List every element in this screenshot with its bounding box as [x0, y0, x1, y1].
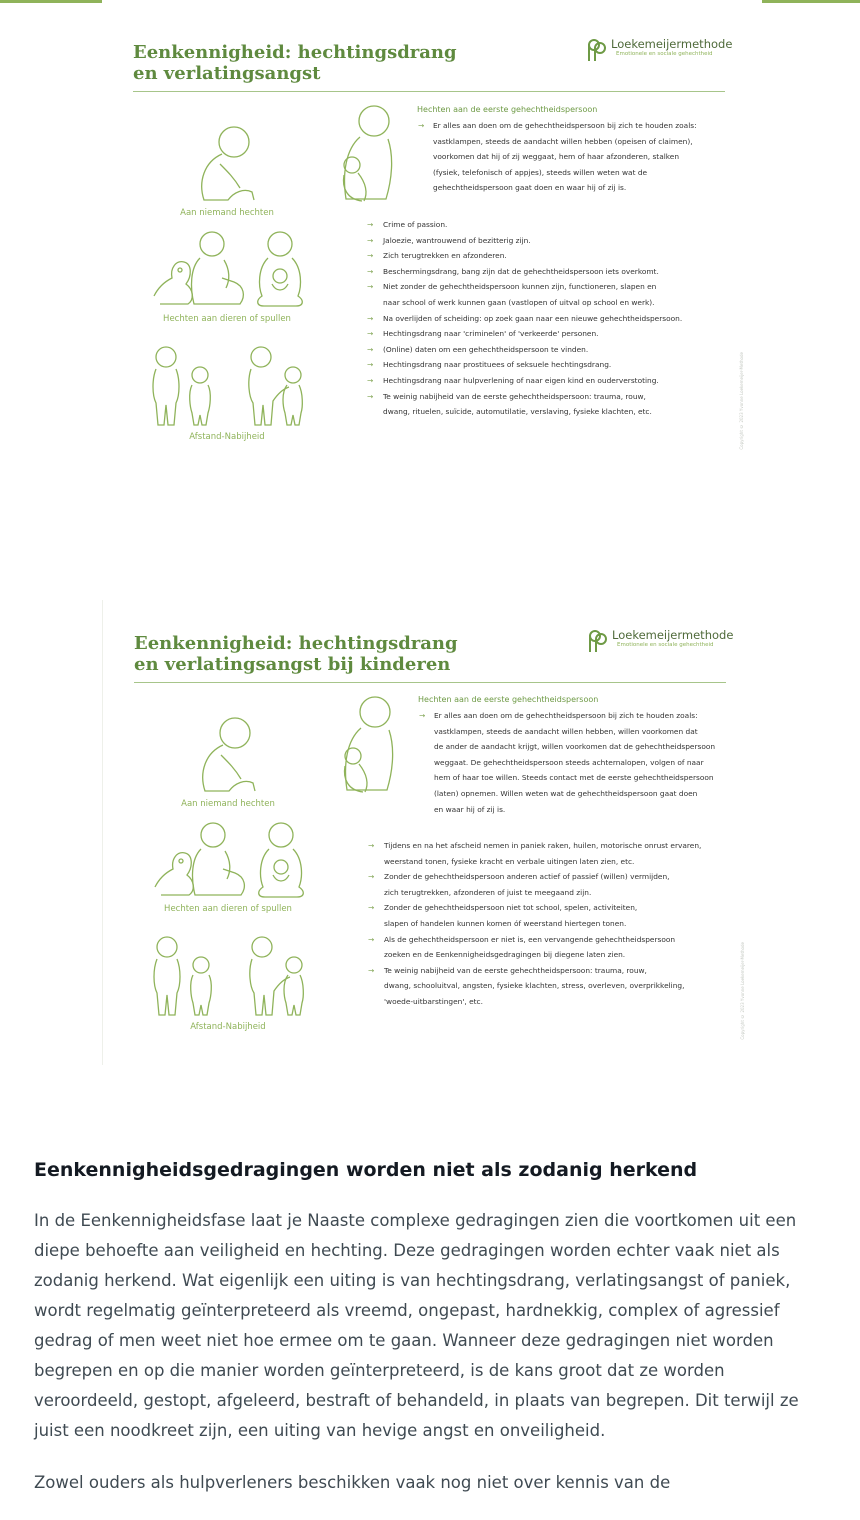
arrow-icon: → — [368, 872, 375, 882]
arrow-icon: → — [367, 251, 374, 261]
paragraph: In de Eenkennigheidsfase laat je Naaste complexe gedragingen zien die voortkomen uit een diepe behoefte aan veiligheid en hechting. Deze gedragingen worden echter vaak niet als zodanig herkend. Wat eigenlijk een uiting is van hechtingsdrang, verlatingsangst of paniek, wordt regelmatig geïnterpreteerd als vreemd, ongepast, hardnekkig, complex of agressief gedrag of men weet niet hoe ermee om te gaan. Wanneer deze gedragingen niet worden begrepen en op die manier worden geïnterpreteerd, is de kans groot dat ze worden veroordeeld, gestopt, afgeleerd, bestraft of behandeld, in plaats van begrepen. Dit terwijl ze juist een noodkreet zijn, een uiting van hevige angst en onveiligheid. — [34, 1211, 799, 1440]
person-holding-child-icon — [339, 694, 399, 794]
arrow-icon: → — [367, 360, 374, 370]
figure-label-objects: Hechten aan dieren of spullen — [163, 314, 291, 324]
adult-with-child-icon — [247, 345, 307, 427]
list-item: → Na overlijden of scheiding: op zoek gaan naar een nieuwe gehechtheidspersoon. — [367, 311, 682, 327]
list-item: → Zich terugtrekken en afzonderen. — [367, 248, 682, 264]
arrow-icon: → — [418, 121, 425, 130]
arrow-icon: → — [368, 965, 375, 975]
arrow-icon: → — [367, 266, 374, 276]
figure-label-no-attachment: Aan niemand hechten — [180, 208, 274, 218]
logo-mark-icon — [587, 630, 609, 654]
adult-with-child-icon — [248, 935, 308, 1017]
figure-label-distance-proximity: Afstand-Nabijheid — [189, 432, 265, 442]
family-group-icon — [151, 935, 221, 1017]
title-divider — [134, 682, 726, 683]
figure-label-distance-proximity: Afstand-Nabijheid — [190, 1022, 266, 1032]
sheet-1-behaviour-list — [367, 217, 682, 420]
article-body — [34, 1156, 824, 1520]
list-item: → Tijdens en na het afscheid nemen in paniek raken, huilen, motorische onrust ervaren, weerstand tonen, fysieke kracht en verbale uitingen laten zien, etc. — [368, 838, 701, 869]
person-hugging-item-icon — [252, 230, 307, 308]
section-heading: Eenkennigheidsgedragingen worden niet als zodanig herkend — [34, 1159, 698, 1181]
person-with-dog-icon — [150, 230, 260, 308]
logo-brand: Loekemeijermethode — [612, 628, 734, 642]
person-with-dog-icon — [151, 821, 261, 899]
infographic-sheet-1 — [102, 0, 762, 470]
figure-label-no-attachment: Aan niemand hechten — [181, 799, 275, 809]
arrow-icon: → — [367, 344, 374, 354]
sheet-1-subheading: Hechten aan de eerste gehechtheidspersoon — [417, 105, 598, 114]
sheet-2-copyright: Copyright © 2023 Yvonne Loekemeijer-Methode — [740, 942, 745, 1040]
arrow-icon: → — [368, 903, 375, 913]
infographic-sheet-2 — [102, 600, 763, 1065]
list-item: → Crime of passion. — [367, 217, 682, 233]
arrow-icon: → — [367, 329, 374, 339]
logo-tagline: Emotionele en sociale gehechtheid — [616, 51, 713, 57]
logo — [586, 37, 736, 65]
list-item: → Hechtingsdrang naar prostituees of seksuele hechtingsdrang. — [367, 357, 682, 373]
person-holding-child-icon — [338, 103, 398, 203]
sheet-1-copyright: Copyright © 2023 Yvonne Loekemeijer-Methode — [739, 352, 744, 450]
logo-tagline: Emotionele en sociale gehechtheid — [617, 642, 714, 648]
list-item: → Te weinig nabijheid van de eerste gehechtheidspersoon: trauma, rouw, dwang, schooluitval, angsten, fysieke klachten, stress, overleven, overprikkeling, 'woede-uitbarstingen', etc. — [368, 963, 701, 1010]
list-item: → Niet zonder de gehechtheidspersoon kunnen zijn, functioneren, slapen en naar school of werk kunnen gaan (vastlopen of uitval op school en werk). — [367, 279, 682, 310]
list-item: → Jaloezie, wantrouwend of bezitterig zijn. — [367, 233, 682, 249]
list-item: → Zonder de gehechtheidspersoon anderen actief of passief (willen) vermijden, zich terugtrekken, afzonderen of juist te meegaand zijn. — [368, 869, 701, 900]
list-item: → Als de gehechtheidspersoon er niet is, een vervangende gehechtheidspersoon zoeken en de Eenkennigheidsgedragingen bij diegene laten zien. — [368, 932, 701, 963]
sheet-2-sub-item: → Er alles aan doen om de gehechtheidspersoon bij zich te houden zoals: vastklampen, steeds de aandacht willen hebben, willen voorkomen dat de ander de aandacht krijgt, willen voorkomen dat de gehechtheidspersoon weggaat. De gehechtheidspersoon steeds achternalopen, volgen of naar hem of haar toe willen. Steeds contact met de eerste gehechtheidspersoon (laten) opnemen. Willen weten wat de gehechtheidspersoon gaat doen en waar hij of zij is. — [434, 708, 724, 817]
list-item: → (Online) daten om een gehechtheidspersoon te vinden. — [367, 342, 682, 358]
list-item: → Zonder de gehechtheidspersoon niet tot school, spelen, activiteiten, slapen of handelen kunnen komen óf weerstand hiertegen tonen. — [368, 900, 701, 931]
figure-label-objects: Hechten aan dieren of spullen — [164, 904, 292, 914]
arrow-icon: → — [367, 375, 374, 385]
arrow-icon: → — [367, 282, 374, 292]
sheet-2-behaviour-list — [368, 838, 701, 1010]
list-item: → Te weinig nabijheid van de eerste gehechtheidspersoon: trauma, rouw, dwang, rituelen, suïcide, automutilatie, verslaving, fysieke klachten, etc. — [367, 389, 682, 420]
sheet-1-sub-item: → Er alles aan doen om de gehechtheidspersoon bij zich te houden zoals: vastklampen, steeds de aandacht willen hebben (opeisen of claimen), voorkomen dat hij of zij weggaat, hem of haar afzonderen, stalken (fysiek, telefonisch of appjes), steeds willen weten wat de gehechtheidspersoon gaat doen en waar hij of zij is. — [433, 118, 723, 196]
arrow-icon: → — [368, 934, 375, 944]
paragraph: Zowel ouders als hulpverleners beschikken vaak nog niet over kennis van de — [34, 1473, 671, 1492]
person-hugging-item-icon — [253, 821, 308, 899]
arrow-icon: → — [367, 391, 374, 401]
sheet-1-title: Eenkennigheid: hechtingsdrang en verlatingsangst — [133, 42, 457, 84]
sheet-2-title: Eenkennigheid: hechtingsdrang en verlatingsangst bij kinderen — [134, 633, 458, 675]
curled-person-icon — [192, 122, 262, 204]
logo-brand: Loekemeijermethode — [611, 37, 733, 51]
curled-person-icon — [193, 713, 263, 795]
arrow-icon: → — [367, 235, 374, 245]
list-item: → Beschermingsdrang, bang zijn dat de gehechtheidspersoon iets overkomt. — [367, 264, 682, 280]
list-item: → Hechtingsdrang naar 'criminelen' of 'verkeerde' personen. — [367, 326, 682, 342]
arrow-icon: → — [367, 313, 374, 323]
title-divider — [133, 91, 725, 92]
sheet-2-subheading: Hechten aan de eerste gehechtheidspersoon — [418, 695, 599, 704]
arrow-icon: → — [368, 841, 375, 850]
arrow-icon: → — [367, 220, 374, 229]
arrow-icon: → — [419, 711, 426, 720]
logo-mark-icon — [586, 39, 608, 63]
list-item: → Hechtingsdrang naar hulpverlening of naar eigen kind en ouderverstoting. — [367, 373, 682, 389]
logo — [587, 628, 737, 656]
family-group-icon — [150, 345, 220, 427]
